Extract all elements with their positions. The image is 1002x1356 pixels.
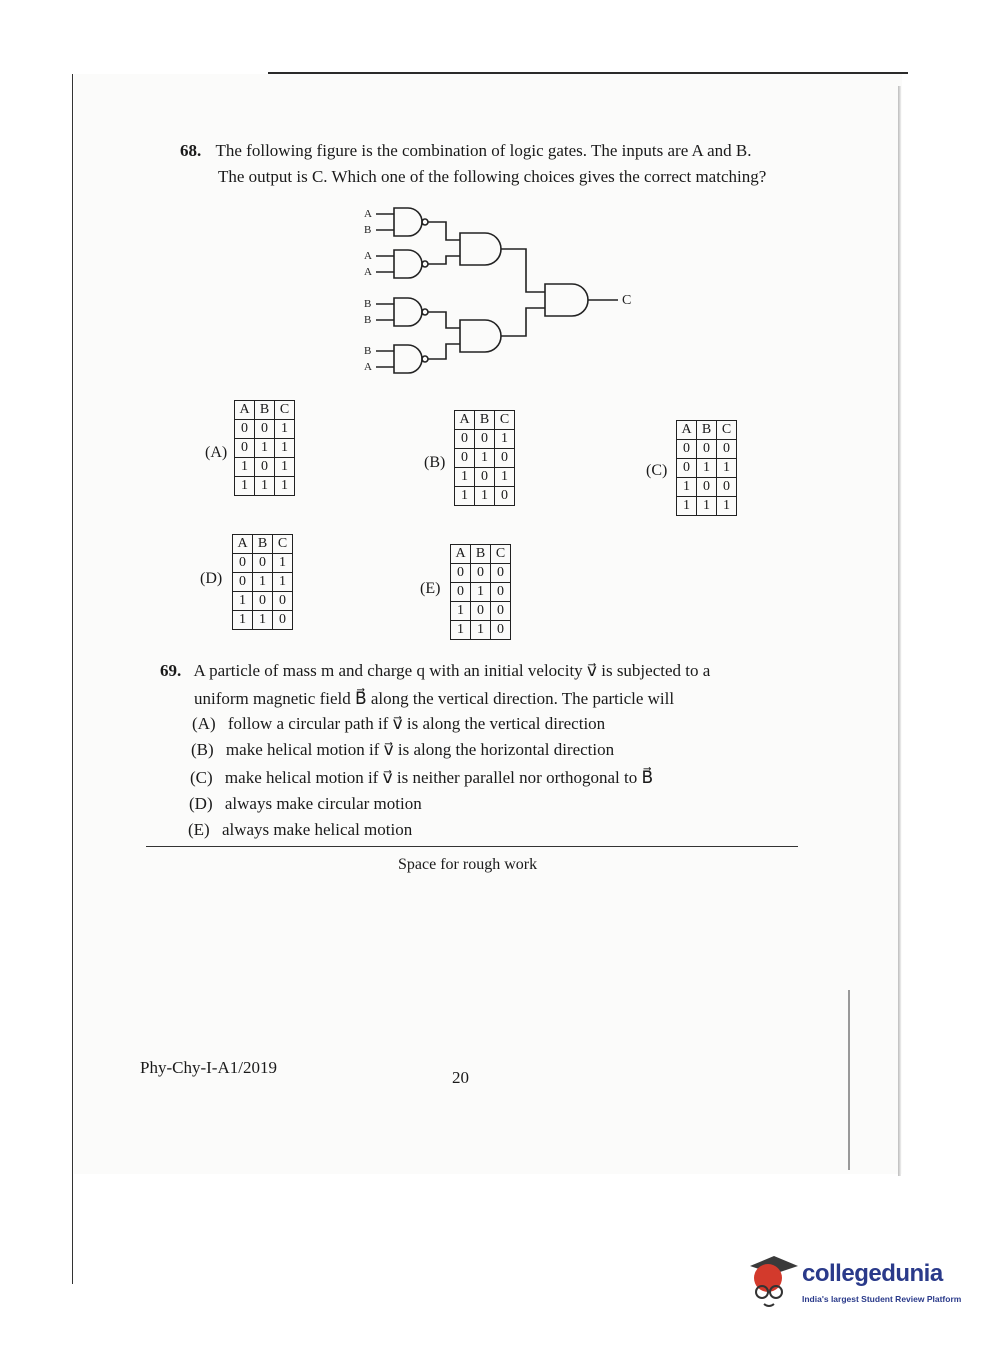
table-cell: 1: [475, 449, 495, 468]
question-68-line1: [180, 140, 752, 162]
table-cell: 1: [255, 439, 275, 458]
table-cell: 1: [717, 497, 737, 516]
q69-option-c: [190, 768, 653, 788]
table-row: [677, 459, 737, 478]
table-cell: 0: [475, 468, 495, 487]
q69-option-a: [192, 714, 605, 734]
gate-input-label: A: [364, 250, 372, 262]
gate-input-label: B: [364, 224, 372, 236]
page-number: 20: [452, 1068, 469, 1087]
table-row: [451, 602, 511, 621]
table-row: [677, 440, 737, 459]
table-cell: 1: [677, 478, 697, 497]
table-header-row: [451, 545, 511, 564]
table-cell: B: [253, 535, 273, 554]
table-cell: 1: [475, 487, 495, 506]
option-e-label: (E): [420, 580, 441, 597]
table-cell: 0: [471, 564, 491, 583]
table-row: [455, 487, 515, 506]
question-69-line1: [160, 660, 710, 682]
table-cell: 1: [275, 439, 295, 458]
option-text: make helical motion if v⃗ is neither parallel nor orthogonal to B⃗: [224, 768, 654, 787]
table-cell: A: [677, 421, 697, 440]
gate-input-label: A: [364, 361, 372, 373]
paper-code: Phy-Chy-I-A1/2019: [140, 1058, 277, 1077]
option-text: always make helical motion: [221, 820, 413, 839]
table-row: [235, 477, 295, 496]
table-cell: 0: [235, 420, 255, 439]
table-cell: 0: [491, 564, 511, 583]
option-label: (E): [188, 820, 210, 839]
truth-table-c: [676, 420, 737, 516]
option-label: (A): [192, 714, 216, 733]
table-row: [233, 573, 293, 592]
table-cell: C: [491, 545, 511, 564]
option-label: (D): [189, 794, 213, 813]
table-cell: 0: [697, 478, 717, 497]
q69-option-e: [188, 820, 412, 840]
table-cell: 1: [455, 468, 475, 487]
table-row: [677, 478, 737, 497]
question-number: 68.: [180, 141, 202, 160]
table-cell: 0: [233, 554, 253, 573]
table-row: [233, 611, 293, 630]
table-cell: 0: [273, 592, 293, 611]
table-row: [455, 468, 515, 487]
table-cell: 1: [273, 573, 293, 592]
table-cell: A: [233, 535, 253, 554]
table-cell: 1: [697, 459, 717, 478]
table-cell: 0: [451, 564, 471, 583]
nand-gate-2: [394, 250, 422, 278]
gate-input-label: A: [364, 266, 372, 278]
table-cell: 0: [491, 602, 511, 621]
table-row: [235, 420, 295, 439]
table-row: [455, 430, 515, 449]
and-gate-5: [460, 233, 501, 265]
question-text: A particle of mass m and charge q with an initial velocity v⃗ is subjected to a: [193, 661, 711, 680]
table-row: [451, 564, 511, 583]
table-cell: 0: [233, 573, 253, 592]
table-cell: A: [451, 545, 471, 564]
option-d-label: (D): [200, 570, 223, 587]
question-text: The following figure is the combination of logic gates. The inputs are A and B.: [215, 141, 752, 160]
table-cell: 0: [255, 458, 275, 477]
table-cell: 0: [253, 554, 273, 573]
table-cell: 0: [455, 449, 475, 468]
table-cell: 1: [471, 583, 491, 602]
table-cell: 0: [475, 430, 495, 449]
table-cell: 1: [451, 602, 471, 621]
table-cell: 1: [255, 477, 275, 496]
gate-input-label: B: [364, 298, 372, 310]
table-cell: 1: [275, 477, 295, 496]
q69-option-d: [189, 794, 422, 814]
table-cell: 1: [253, 573, 273, 592]
gate-input-label: A: [364, 208, 372, 220]
option-c-label: (C): [646, 462, 668, 479]
table-cell: 1: [273, 554, 293, 573]
table-header-row: [233, 535, 293, 554]
truth-table-a: [234, 400, 295, 496]
truth-table-d: [232, 534, 293, 630]
logo-wordmark: collegedunia: [802, 1260, 943, 1287]
gate-input-label: B: [364, 345, 372, 357]
table-cell: 1: [677, 497, 697, 516]
table-cell: 1: [253, 611, 273, 630]
and-gate-6: [460, 320, 501, 352]
table-cell: 0: [455, 430, 475, 449]
table-cell: 1: [275, 458, 295, 477]
logic-gate-circuit: [350, 200, 650, 375]
table-cell: 1: [495, 468, 515, 487]
rough-work-label: Space for rough work: [398, 856, 538, 873]
table-row: [455, 449, 515, 468]
nand-gate-4: [394, 345, 422, 373]
table-cell: B: [475, 411, 495, 430]
nand-gate-3: [394, 298, 422, 326]
question-number: 69.: [160, 661, 182, 680]
table-cell: 0: [717, 440, 737, 459]
table-cell: 1: [455, 487, 475, 506]
table-row: [235, 458, 295, 477]
table-cell: C: [495, 411, 515, 430]
question-68-line2: The output is C. Which one of the following choices gives the correct matching?: [218, 167, 767, 186]
table-cell: 0: [717, 478, 737, 497]
page-edge-top: [268, 72, 908, 74]
page-edge-shadow: [848, 990, 850, 1170]
nand-gate-1: [394, 208, 422, 236]
table-cell: 1: [495, 430, 515, 449]
table-row: [235, 439, 295, 458]
option-a-label: (A): [205, 444, 228, 461]
table-cell: 0: [697, 440, 717, 459]
final-gate: [545, 284, 588, 316]
table-cell: A: [235, 401, 255, 420]
truth-table-b: [454, 410, 515, 506]
logo-tagline: India's largest Student Review Platform: [802, 1294, 962, 1304]
table-cell: 1: [235, 458, 255, 477]
table-cell: C: [275, 401, 295, 420]
table-header-row: [677, 421, 737, 440]
table-cell: 1: [275, 420, 295, 439]
q69-option-b: [191, 740, 614, 760]
page-edge-right: [898, 86, 901, 1176]
table-header-row: [455, 411, 515, 430]
table-cell: 1: [235, 477, 255, 496]
table-cell: 0: [491, 621, 511, 640]
table-cell: 0: [495, 449, 515, 468]
table-cell: C: [273, 535, 293, 554]
table-cell: 1: [471, 621, 491, 640]
option-b-label: (B): [424, 454, 446, 471]
table-cell: B: [255, 401, 275, 420]
logo-mascot-icon: [744, 1252, 800, 1312]
table-header-row: [235, 401, 295, 420]
table-cell: C: [717, 421, 737, 440]
table-cell: A: [455, 411, 475, 430]
table-cell: 0: [451, 583, 471, 602]
table-cell: 1: [697, 497, 717, 516]
table-row: [233, 592, 293, 611]
option-text: always make circular motion: [224, 794, 422, 813]
table-cell: 1: [233, 611, 253, 630]
page-edge-left: [72, 74, 73, 1284]
table-cell: 0: [677, 459, 697, 478]
table-cell: 0: [235, 439, 255, 458]
table-cell: 0: [273, 611, 293, 630]
table-cell: 1: [717, 459, 737, 478]
table-cell: 1: [233, 592, 253, 611]
table-row: [451, 621, 511, 640]
collegedunia-logo: [744, 1252, 974, 1312]
option-label: (C): [190, 768, 213, 787]
table-cell: B: [471, 545, 491, 564]
table-row: [677, 497, 737, 516]
option-label: (B): [191, 740, 214, 759]
gate-output-label: C: [622, 293, 632, 308]
table-cell: B: [697, 421, 717, 440]
gate-input-label: B: [364, 314, 372, 326]
table-row: [451, 583, 511, 602]
truth-table-e: [450, 544, 511, 640]
table-cell: 0: [253, 592, 273, 611]
table-cell: 0: [677, 440, 697, 459]
table-row: [233, 554, 293, 573]
table-cell: 0: [255, 420, 275, 439]
question-69-line2: uniform magnetic field B⃗ along the vertical direction. The particle will: [194, 689, 675, 708]
table-cell: 0: [495, 487, 515, 506]
option-text: make helical motion if v⃗ is along the horizontal direction: [225, 740, 615, 759]
divider-line: [146, 846, 798, 847]
table-cell: 1: [451, 621, 471, 640]
table-cell: 0: [491, 583, 511, 602]
option-text: follow a circular path if v⃗ is along the vertical direction: [227, 714, 606, 733]
table-cell: 0: [471, 602, 491, 621]
